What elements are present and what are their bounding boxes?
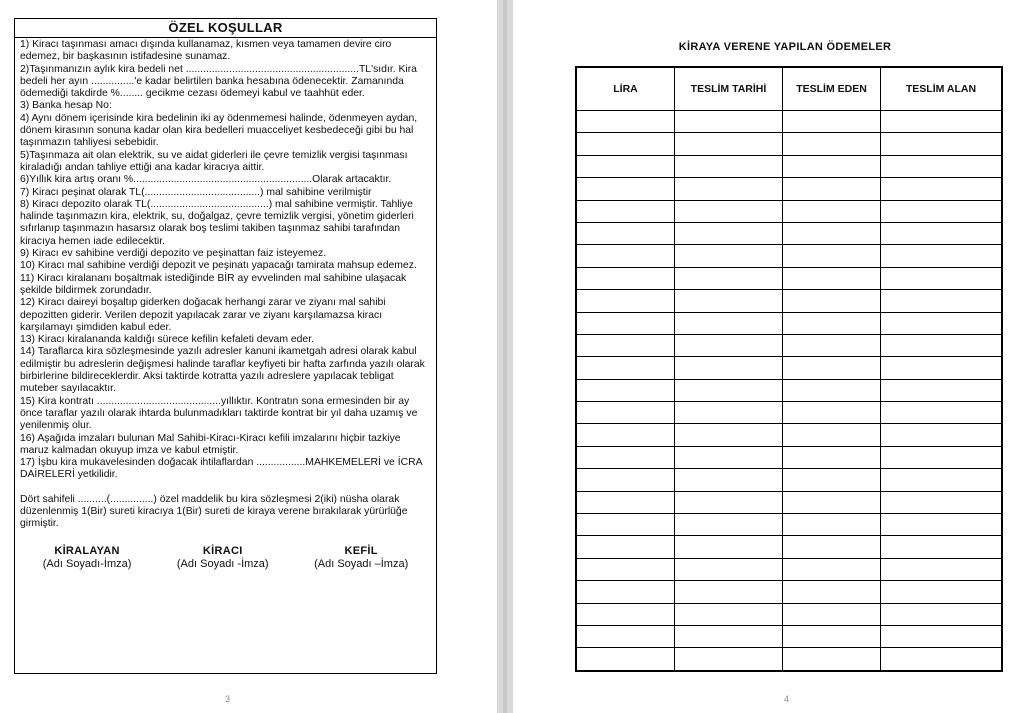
table-cell xyxy=(675,357,783,379)
signature-role: KEFİL xyxy=(344,544,378,557)
table-cell xyxy=(783,111,881,133)
clause-2: 2)Taşınmanızın aylık kira bedeli net ............................................................TL'sıdır. Kira bedeli her ayın ...............'e kadar belirtilen banka hesabına ödenecektir. Zamanında ödemediği takdirde %........ gecikme cezası ödemeyi kabul ve taahhüt eder. xyxy=(20,63,417,100)
table-row xyxy=(576,111,1002,133)
table-row xyxy=(576,245,1002,267)
clause-8: 8) Kiracı depozito olarak TL(.........................................) mal sahibine vermiştir. Tahliye halinde taşınmazın kira, elektrik, su, doğalgaz, çevre temizlik vergisi, yönetim giderleri sıfırlanıp taşınmazın hasarsız olarak boş teslimi takiben taşınmaz sahibi tarafından kiracıya hemen iade edilecektir. xyxy=(20,198,414,247)
clause-13: 13) Kiracı kiralananda kaldığı sürece kefilin kefaleti devam eder. xyxy=(20,334,314,346)
signature-tenant xyxy=(177,545,269,571)
table-cell xyxy=(783,514,881,536)
table-cell xyxy=(783,536,881,558)
table-cell xyxy=(783,424,881,446)
table-cell xyxy=(675,558,783,580)
table-cell xyxy=(783,581,881,603)
table-cell xyxy=(881,424,1003,446)
table-row xyxy=(576,357,1002,379)
clause-list xyxy=(20,39,431,482)
table-row xyxy=(576,222,1002,244)
signature-landlord xyxy=(43,545,132,571)
table-cell xyxy=(675,469,783,491)
table-cell xyxy=(783,290,881,312)
table-cell xyxy=(881,469,1003,491)
table-cell xyxy=(576,267,675,289)
signature-guarantor xyxy=(314,545,408,571)
table-cell xyxy=(576,446,675,468)
table-row xyxy=(576,312,1002,334)
column-header-lira: LİRA xyxy=(576,67,675,111)
signature-block xyxy=(20,545,431,571)
table-row xyxy=(576,491,1002,513)
table-cell xyxy=(576,245,675,267)
table-cell xyxy=(576,625,675,647)
table-cell xyxy=(881,133,1003,155)
closing-paragraph: Dört sahifeli ..........(...............) özel maddelik bu kira sözleşmesi 2(iki) nüsha olarak düzenlenmiş 1(Bir) sureti kiracıya 1(Bir) sureti de kiraya verene bırakılarak yürürlüğe girmiştir. xyxy=(20,493,408,530)
table-cell xyxy=(576,402,675,424)
table-cell xyxy=(881,111,1003,133)
signature-caption: (Adı Soyadı -İmza) xyxy=(176,557,269,570)
table-cell xyxy=(881,536,1003,558)
table-row xyxy=(576,200,1002,222)
table-cell xyxy=(675,290,783,312)
payments-table xyxy=(575,66,1003,672)
clause-12: 12) Kiracı daireyi boşaltıp giderken doğacak herhangi zarar ve ziyanı mal sahibi depozitten giderir. Verilen depozit yapılacak zarar ve ziyanı karşılamazsa kiracı karşılamayı şimdiden kabul eder. xyxy=(20,297,386,333)
table-cell xyxy=(576,155,675,177)
table-cell xyxy=(783,133,881,155)
table-cell xyxy=(881,446,1003,468)
table-cell xyxy=(675,446,783,468)
table-cell xyxy=(881,603,1003,625)
table-cell xyxy=(576,133,675,155)
table-row xyxy=(576,379,1002,401)
table-cell xyxy=(675,133,783,155)
clause-14: 14) Taraflarca kira sözleşmesinde yazılı adresler kanuni ikametgah adresi olarak kabul edilmiştir bu adreslerin değişmesi halinde taraflar keyfiyeti bir hafta zarfında yazılı olarak birbirlerine bildireceklerdir. Aksi taktirde kotratta yazılı adreslere yapılacak tebligat muteber sayılacaktır. xyxy=(20,346,425,395)
clause-4: 4) Aynı dönem içerisinde kira bedelinin iki ay ödenmemesi halinde, ödenmeyen aydan, dönem kirasının sonuna kadar olan kira bedelleri muacceliyet kesbedeceği gibi bu hal taşınmazın tahliyesi sebebidir. xyxy=(20,112,418,149)
table-cell xyxy=(783,491,881,513)
table-row xyxy=(576,514,1002,536)
table-row xyxy=(576,446,1002,468)
table-cell xyxy=(783,334,881,356)
signature-caption: (Adı Soyadı –İmza) xyxy=(314,557,409,570)
table-cell xyxy=(675,178,783,200)
table-cell xyxy=(576,514,675,536)
table-row xyxy=(576,334,1002,356)
table-cell xyxy=(881,648,1003,671)
clause-6: 6)Yıllık kira artış oranı %..............................................................Olarak artacaktır. xyxy=(20,174,392,186)
table-cell xyxy=(881,558,1003,580)
table-cell xyxy=(576,469,675,491)
table-cell xyxy=(881,290,1003,312)
table-cell xyxy=(675,111,783,133)
table-cell xyxy=(675,312,783,334)
page-4 xyxy=(513,0,1024,713)
table-cell xyxy=(881,379,1003,401)
table-cell xyxy=(783,245,881,267)
table-cell xyxy=(675,648,783,671)
table-cell xyxy=(576,603,675,625)
clause-17: 17) İşbu kira mukavelesinden doğacak ihtilaflardan .................MAHKEMELERİ ve İCRA DAİRELERİ yetkilidir. xyxy=(20,457,422,481)
table-cell xyxy=(881,178,1003,200)
table-cell xyxy=(576,357,675,379)
table-row xyxy=(576,402,1002,424)
table-cell xyxy=(783,312,881,334)
table-cell xyxy=(675,334,783,356)
table-row xyxy=(576,581,1002,603)
table-cell xyxy=(881,267,1003,289)
table-cell xyxy=(675,222,783,244)
table-cell xyxy=(675,424,783,446)
table-cell xyxy=(675,491,783,513)
table-cell xyxy=(675,200,783,222)
table-cell xyxy=(675,245,783,267)
clause-5: 5)Taşınmaza ait olan elektrik, su ve aidat giderleri ile çevre temizlik vergisi taşınması kiraladığı andan tahliye ettiği ana kadar kiracıya aittir. xyxy=(20,149,408,173)
clause-9: 9) Kiracı ev sahibine verdiği depozito ve peşinattan faiz isteyemez. xyxy=(20,248,327,260)
clause-11: 11) Kiracı kiralananı boşaltmak istediğinde BİR ay evvelinden mal sahibine ulaşacak şekilde bildirmek zorundadır. xyxy=(20,272,407,296)
table-cell xyxy=(881,514,1003,536)
table-cell xyxy=(881,357,1003,379)
table-cell xyxy=(576,558,675,580)
table-cell xyxy=(881,245,1003,267)
clause-16: 16) Aşağıda imzaları bulunan Mal Sahibi-Kiracı-Kiracı kefili imzalarını hiçbir tazkiye maruz kalmadan okuyup imza ve kabul etmiştir. xyxy=(20,432,401,456)
clauses-content xyxy=(15,38,436,571)
signature-caption: (Adı Soyadı-İmza) xyxy=(42,557,132,570)
table-row xyxy=(576,648,1002,671)
table-cell xyxy=(576,111,675,133)
table-cell xyxy=(675,536,783,558)
table-row xyxy=(576,603,1002,625)
table-cell xyxy=(576,379,675,401)
table-cell xyxy=(576,178,675,200)
page-number: 4 xyxy=(784,694,790,704)
table-cell xyxy=(783,155,881,177)
clause-1: 1) Kiracı taşınması amacı dışında kullanamaz, kısmen veya tamamen devire ciro edemez, bir başkasının istifadesine sunamaz. xyxy=(20,39,392,63)
clause-7: 7) Kiracı peşinat olarak TL(........................................) mal sahibine verilmiştir xyxy=(20,186,372,198)
table-cell xyxy=(576,200,675,222)
table-cell xyxy=(783,603,881,625)
table-cell xyxy=(783,357,881,379)
table-row xyxy=(576,178,1002,200)
table-cell xyxy=(576,648,675,671)
table-cell xyxy=(675,625,783,647)
table-cell xyxy=(881,200,1003,222)
table-cell xyxy=(783,267,881,289)
table-cell xyxy=(576,290,675,312)
table-cell xyxy=(576,581,675,603)
special-conditions-box xyxy=(14,18,437,674)
table-cell xyxy=(783,402,881,424)
table-cell xyxy=(881,625,1003,647)
table-cell xyxy=(881,491,1003,513)
table-cell xyxy=(783,178,881,200)
payments-title: KİRAYA VERENE YAPILAN ÖDEMELER xyxy=(678,41,892,53)
spacer xyxy=(20,482,431,494)
table-cell xyxy=(783,379,881,401)
page-number: 3 xyxy=(225,694,231,704)
table-cell xyxy=(675,402,783,424)
table-cell xyxy=(576,334,675,356)
table-cell xyxy=(576,312,675,334)
table-cell xyxy=(783,558,881,580)
column-header-delivery-date: TESLİM TARİHİ xyxy=(675,67,783,111)
table-cell xyxy=(783,648,881,671)
payments-table-body xyxy=(576,111,1002,671)
clause-15: 15) Kira kontratı ...........................................yıllıktır. Kontratın sona ermesinden bir ay önce taraflar yazılı olarak ihtarda bulunmadıkları taktirde kontrat bir yıl daha uzamış ve yenilenmiş olur. xyxy=(20,395,418,432)
table-cell xyxy=(675,155,783,177)
table-cell xyxy=(675,379,783,401)
column-header-delivered-by: TESLİM EDEN xyxy=(783,67,881,111)
table-cell xyxy=(783,469,881,491)
table-cell xyxy=(881,334,1003,356)
table-cell xyxy=(783,446,881,468)
table-cell xyxy=(576,536,675,558)
table-cell xyxy=(783,200,881,222)
table-cell xyxy=(576,491,675,513)
table-row xyxy=(576,424,1002,446)
table-cell xyxy=(881,312,1003,334)
table-row xyxy=(576,469,1002,491)
table-cell xyxy=(881,222,1003,244)
table-row xyxy=(576,558,1002,580)
table-row xyxy=(576,290,1002,312)
table-row xyxy=(576,536,1002,558)
table-cell xyxy=(881,155,1003,177)
page-divider xyxy=(503,0,507,713)
special-conditions-title: ÖZEL KOŞULLAR xyxy=(15,19,436,38)
table-cell xyxy=(783,625,881,647)
table-row xyxy=(576,625,1002,647)
clause-10: 10) Kiracı mal sahibine verdiği depozit ve peşinatı yapacağı tamirata mahsup edemez. xyxy=(20,260,417,272)
table-cell xyxy=(576,222,675,244)
table-row xyxy=(576,267,1002,289)
page-3 xyxy=(0,0,497,713)
table-row xyxy=(576,155,1002,177)
table-cell xyxy=(783,222,881,244)
signature-role: KİRALAYAN xyxy=(54,544,120,557)
table-cell xyxy=(675,603,783,625)
table-cell xyxy=(576,424,675,446)
table-cell xyxy=(881,581,1003,603)
table-cell xyxy=(675,267,783,289)
column-header-received-by: TESLİM ALAN xyxy=(881,67,1003,111)
table-cell xyxy=(675,514,783,536)
table-header-row xyxy=(576,67,1002,111)
clause-3: 3) Banka hesap No: xyxy=(20,100,112,112)
table-row xyxy=(576,133,1002,155)
table-cell xyxy=(881,402,1003,424)
signature-role: KİRACI xyxy=(202,544,243,557)
table-cell xyxy=(675,581,783,603)
